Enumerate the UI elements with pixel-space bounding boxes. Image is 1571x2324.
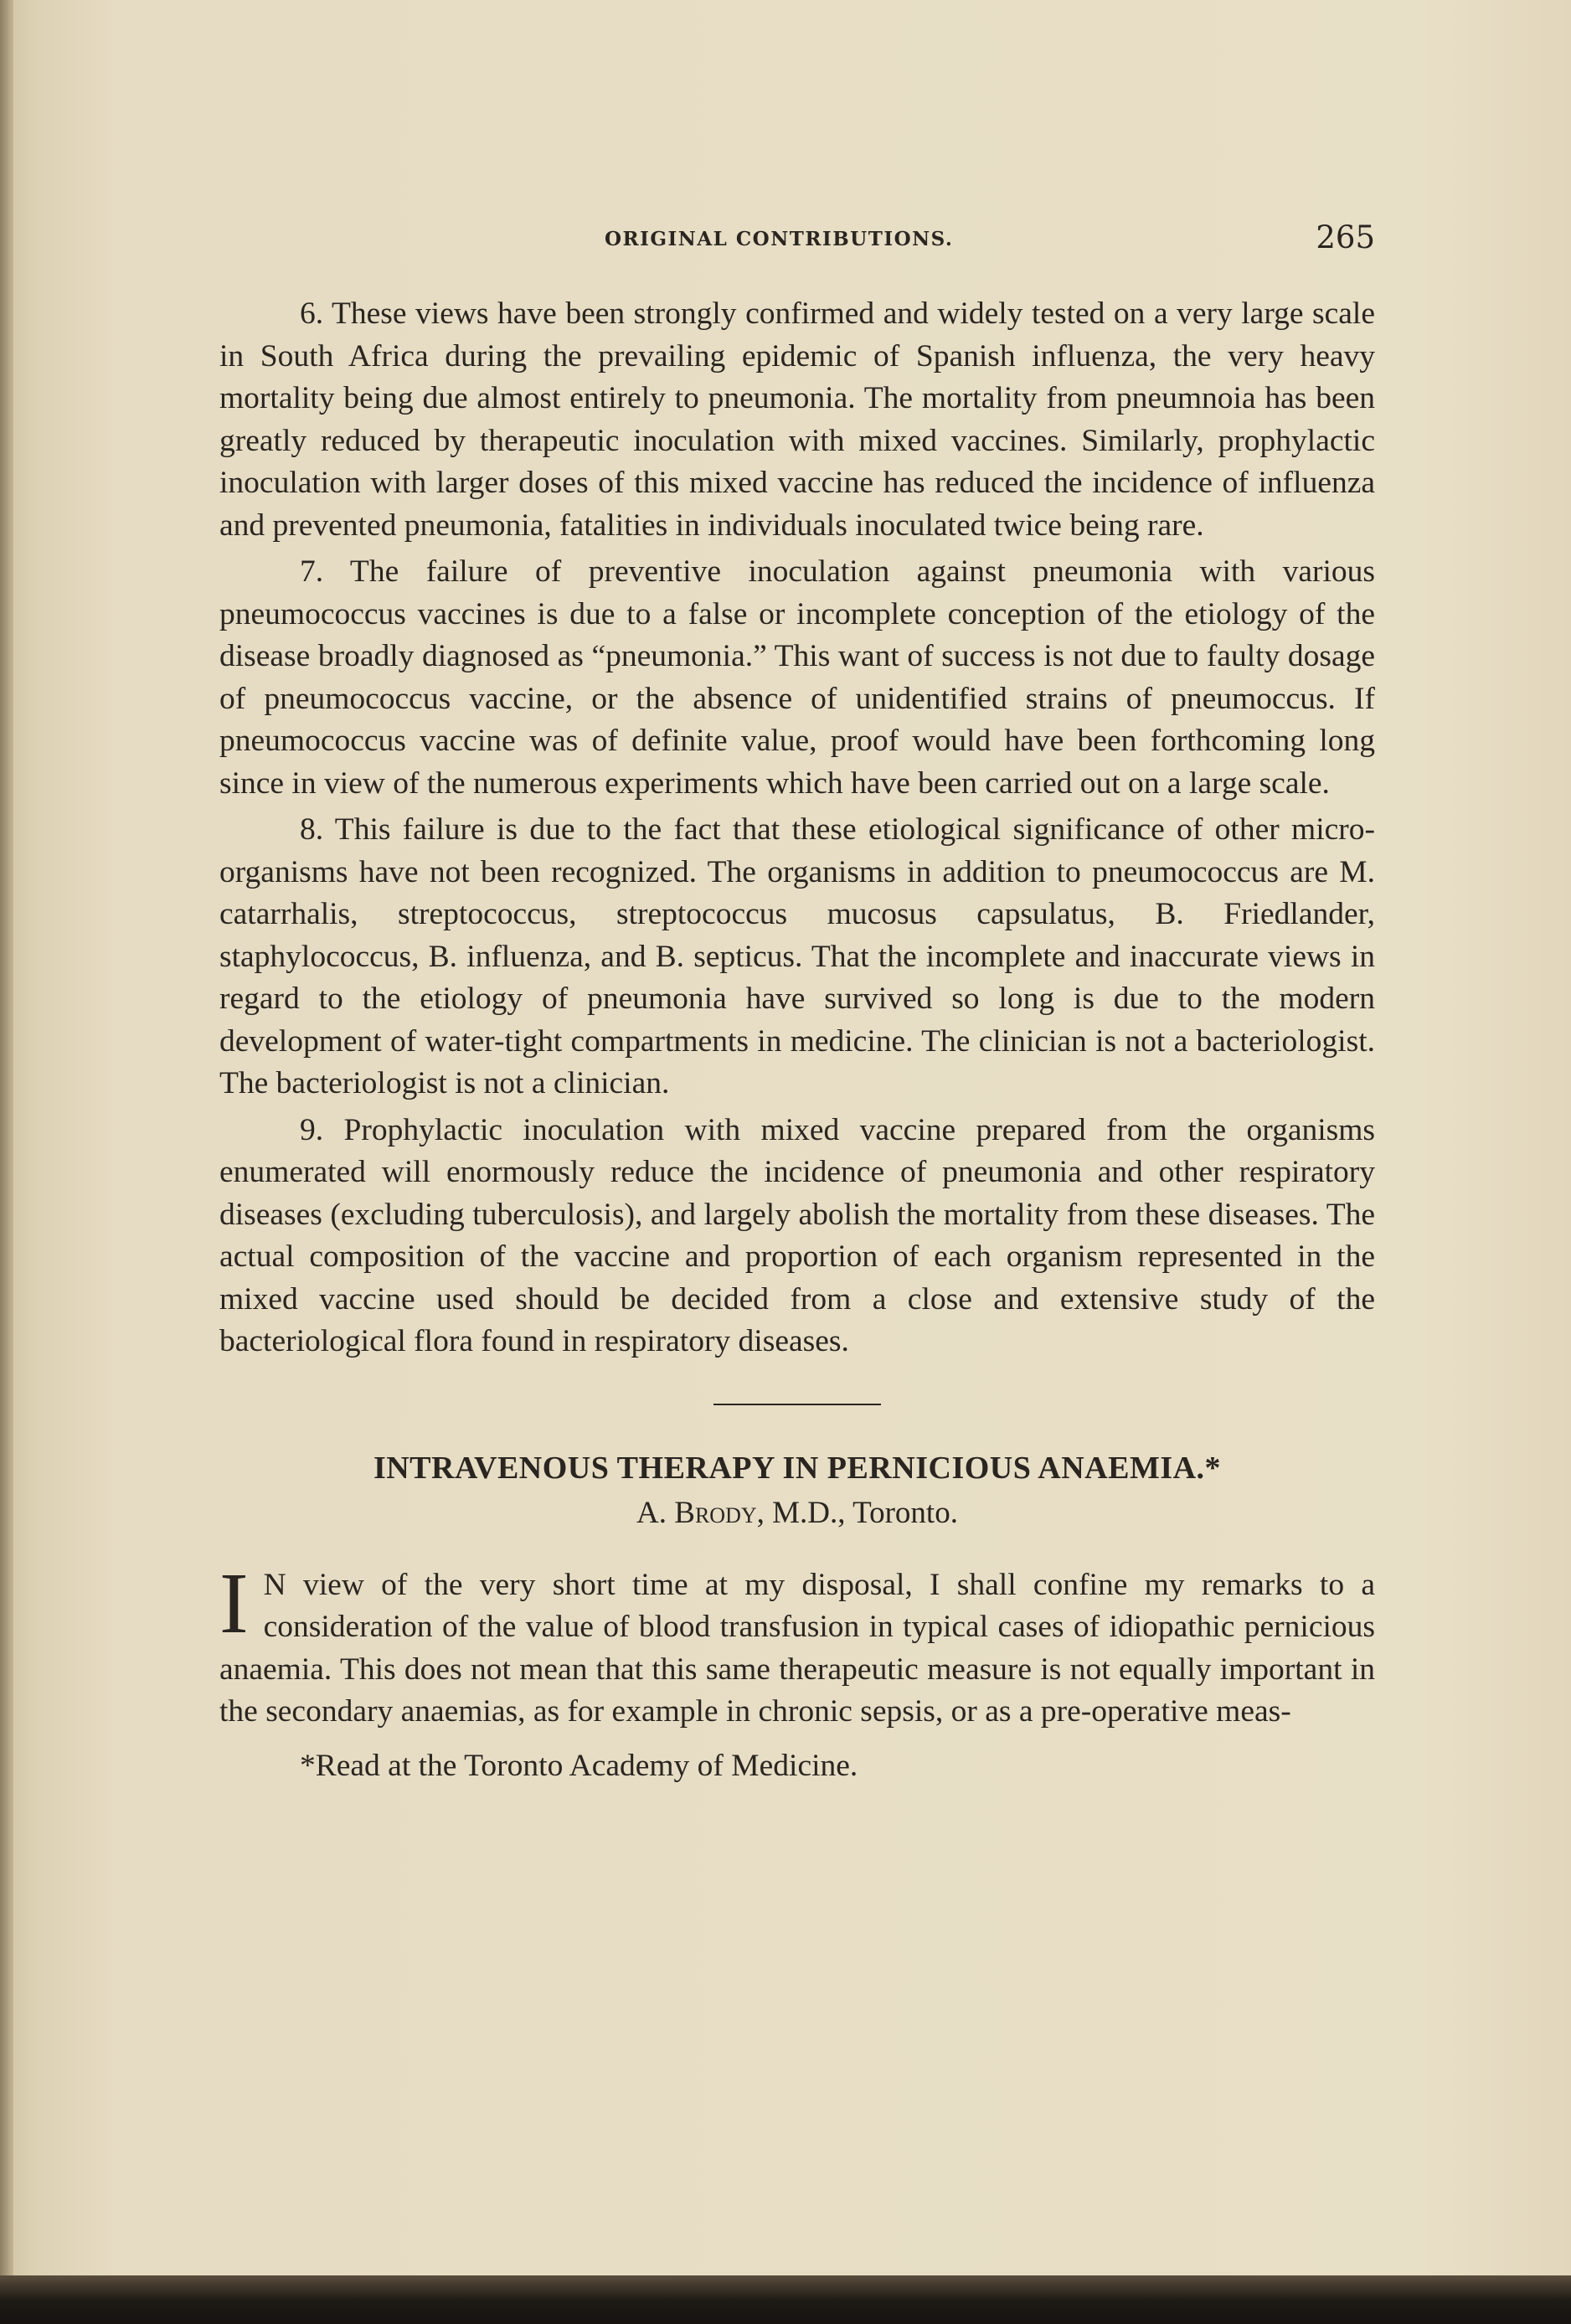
article-title: INTRAVENOUS THERAPY IN PERNICIOUS ANAEMIA.* (373, 1450, 1222, 1486)
page-header (219, 219, 1375, 261)
article-intro-paragraph (219, 1554, 1375, 1734)
paragraph-9: 9. Prophylactic inoculation with mixed vaccine prepared from the organisms enumerated will enormously reduce the incidence of pneumonia and other respiratory diseases (excluding tuberculosis), and largely abolish the mortality from these diseases. The actual composition of the vaccine and proportion of each organism represented in the mixed vaccine used should be decided from a close and extensive study of the bacteriological flora found in respiratory diseases. (219, 1112, 1375, 1358)
article-intro-text: N view of the very short time at my disposal, I shall confine my remarks to a consideration of the value of blood transfusion in typical cases of idiopathic pernicious anaemia. This does not mean that this same therapeutic measure is not equally important in the secondary anaemias, as for example in chronic sepsis, or as a pre-operative meas- (219, 1567, 1375, 1729)
section-divider (713, 1404, 881, 1405)
drop-cap: I (219, 1554, 249, 1652)
paragraph-8: 8. This failure is due to the fact that these etiological significance of other micro-organisms have not been recognized. The organisms in addition to pneumococcus are M. catarrhalis, streptococcus, streptococcus mucosus capsulatus, B. Friedlander, staphylococcus, B. influenza, and B. septicus. That the incomplete and inaccurate views in regard to the etiology of pneumonia have survived so long is due to the modern development of water-tight compartments in medicine. The clinician is not a bacteriologist. The bacteriologist is not a clinician. (219, 812, 1375, 1100)
body-text (219, 293, 1375, 1787)
page-gutter-shadow (0, 0, 13, 2324)
author-name: A. Brody (636, 1495, 757, 1530)
author-line (219, 1494, 1375, 1533)
paragraph-6: 6. These views have been strongly confirmed and widely tested on a very large scale in South Africa during the prevailing epidemic of Spanish influenza, the very heavy mortality being due almost entirely to pneumonia. The mortality from pneumnoia has been greatly reduced by therapeutic inoculation with mixed vaccines. Similarly, prophylactic inoculation with larger doses of this mixed vaccine has reduced the incidence of influenza and prevented pneumonia, fatalities in individuals inoculated twice being rare. (219, 296, 1375, 543)
page-bottom-edge (0, 2275, 1571, 2324)
paragraph-7: 7. The failure of preventive inoculation against pneumonia with various pneumococcus vaccines is due to a false or incomplete conception of the etiology of the disease broadly diagnosed as “pneumonia.” This want of success is not due to faulty dosage of pneumococcus vaccine, or the absence of unidentified strains of pneumoccus. If pneumococcus vaccine was of definite value, proof would have been forthcoming long since in view of the numerous experiments which have been carried out on a large scale. (219, 554, 1375, 801)
running-head: ORIGINAL CONTRIBUTIONS. (605, 228, 954, 250)
page-number: 265 (1316, 219, 1375, 255)
author-affiliation: , M.D., Toronto. (756, 1495, 958, 1530)
footnote: *Read at the Toronto Academy of Medicine. (300, 1748, 858, 1783)
